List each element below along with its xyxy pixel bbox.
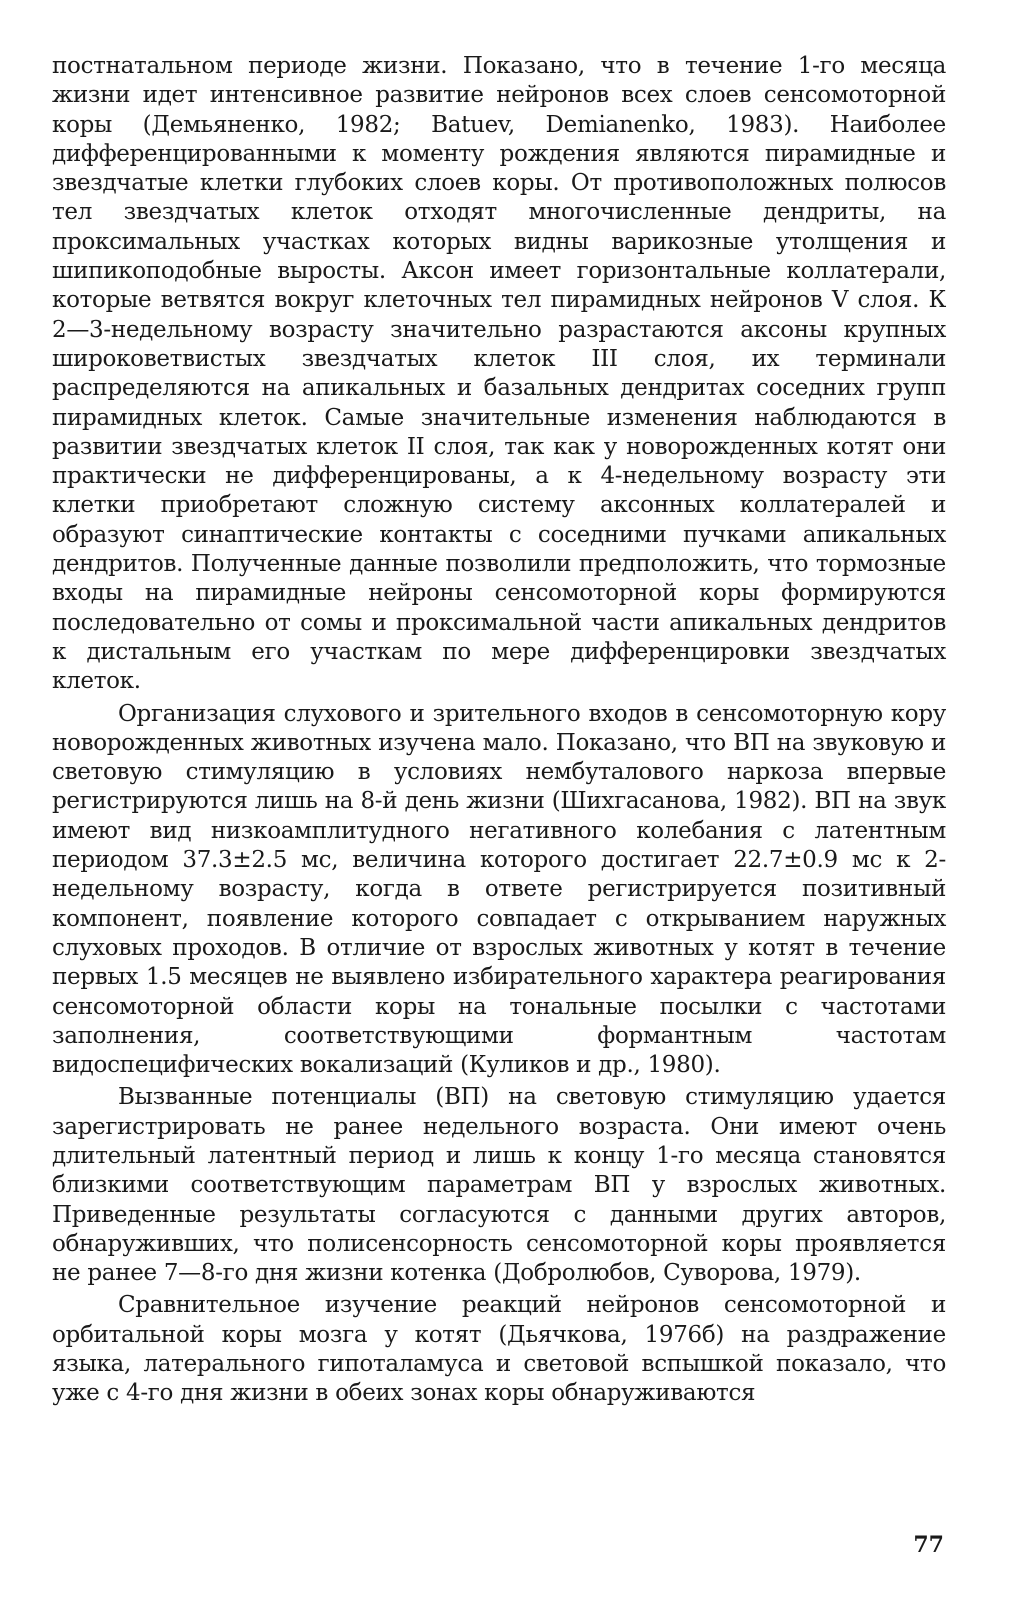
page-number: 77 [913, 1532, 944, 1558]
page-body [52, 52, 946, 1409]
paragraph-3: Вызванные потенциалы (ВП) на световую стимуляцию удается зарегистрировать не ранее недельного возраста. Они имеют очень длительный латентный период и лишь к концу 1-го месяца становятся близкими соответствующим параметрам ВП у взрослых животных. Приведенные результаты согласуются с данными других авторов, обнаруживших, что полисенсорность сенсомоторной коры проявляется не ранее 7—8-го дня жизни котенка (Добролюбов, Суворова, 1979). [52, 1084, 946, 1287]
paragraph-1: постнатальном периоде жизни. Показано, что в течение 1-го месяца жизни идет интенсивное развитие нейронов всех слоев сенсомоторной коры (Демьяненко, 1982; Batuev, Demianenko, 1983). Наиболее дифференцированными к моменту рождения являются пирамидные и звездчатые клетки глубоких слоев коры. От противоположных полюсов тел звездчатых клеток отходят многочисленные дендриты, на проксимальных участках которых видны варикозные утолщения и шипикоподобные выросты. Аксон имеет горизонтальные коллатерали, которые ветвятся вокруг клеточных тел пирамидных нейронов V слоя. К 2—3-недельному возрасту значительно разрастаются аксоны крупных широковетвистых звездчатых клеток III слоя, их терминали распределяются на апикальных и базальных дендритах соседних групп пирамидных клеток. Самые значительные изменения наблюдаются в развитии звездчатых клеток II слоя, так как у новорожденных котят они практически не дифференцированы, а к 4-недельному возрасту эти клетки приобретают сложную систему аксонных коллатералей и образуют синаптические контакты с соседними пучками апикальных дендритов. Полученные данные позволили предположить, что тормозные входы на пирамидные нейроны сенсомоторной коры формируются последовательно от сомы и проксимальной части апикальных дендритов к дистальным его участкам по мере дифференцировки звездчатых клеток. [52, 53, 946, 695]
paragraph-4: Сравнительное изучение реакций нейронов сенсомоторной и орбитальной коры мозга у котят (Дьячкова, 1976б) на раздражение языка, латерального гипоталамуса и световой вспышкой показало, что уже с 4-го дня жизни в обеих зонах коры обнаруживаются [52, 1292, 946, 1407]
paragraph-2: Организация слухового и зрительного входов в сенсомоторную кору новорожденных животных изучена мало. Показано, что ВП на звуковую и световую стимуляцию в условиях нембуталового наркоза впервые регистрируются лишь на 8-й день жизни (Шихгасанова, 1982). ВП на звук имеют вид низкоамплитудного негативного колебания с латентным периодом 37.3±2.5 мс, величина которого достигает 22.7±0.9 мс к 2-недельному возрасту, когда в ответе регистрируется позитивный компонент, появление которого совпадает с открыванием наружных слуховых проходов. В отличие от взрослых животных у котят в течение первых 1.5 месяцев не выявлено избирательного характера реагирования сенсомоторной области коры на тональные посылки с частотами заполнения, соответствующими формантным частотам видоспецифических вокализаций (Куликов и др., 1980). [52, 700, 946, 1079]
